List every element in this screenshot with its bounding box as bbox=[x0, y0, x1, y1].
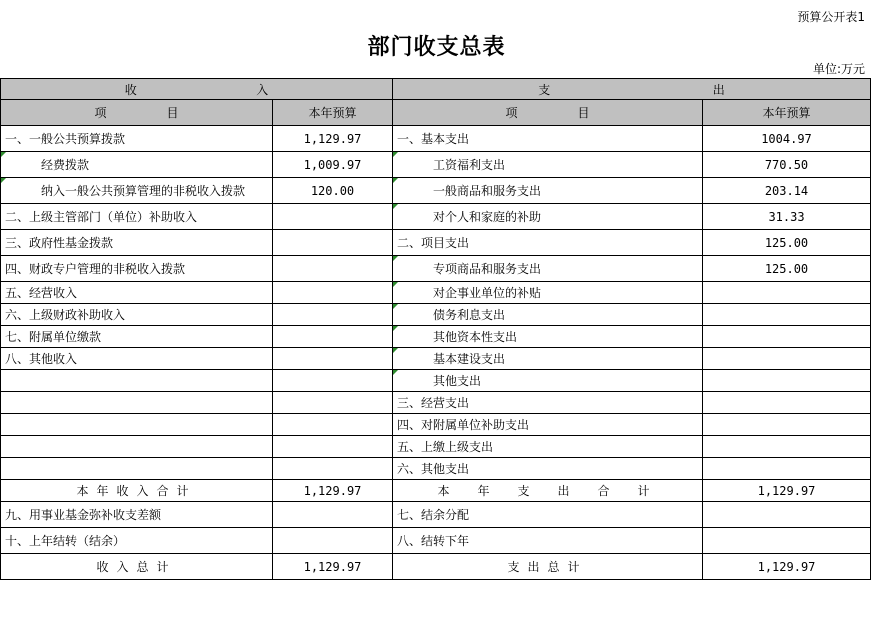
income-value bbox=[273, 304, 393, 326]
grand-total-row bbox=[1, 554, 871, 580]
expense-item: 专项商品和服务支出 bbox=[393, 256, 703, 282]
form-number-label: 预算公开表1 bbox=[797, 10, 865, 24]
income-value: 1,129.97 bbox=[273, 126, 393, 152]
income-item bbox=[1, 414, 273, 436]
expense-value bbox=[703, 414, 871, 436]
income-item bbox=[1, 370, 273, 392]
expense-value bbox=[703, 436, 871, 458]
income-item: 纳入一般公共预算管理的非税收入拨款 bbox=[1, 178, 273, 204]
expense-item: 四、对附属单位补助支出 bbox=[393, 414, 703, 436]
table-row bbox=[1, 282, 871, 304]
expense-value bbox=[703, 458, 871, 480]
budget-table bbox=[0, 78, 871, 580]
income-value bbox=[273, 282, 393, 304]
income-item: 六、上级财政补助收入 bbox=[1, 304, 273, 326]
expense-value bbox=[703, 304, 871, 326]
income-item bbox=[1, 392, 273, 414]
income-item: 七、附属单位缴款 bbox=[1, 326, 273, 348]
income-value bbox=[273, 502, 393, 528]
table-row bbox=[1, 230, 871, 256]
income-section-header bbox=[1, 79, 393, 100]
expense-total-label: 支出总计 bbox=[393, 554, 703, 580]
table-row bbox=[1, 458, 871, 480]
income-item: 九、用事业基金弥补收支差额 bbox=[1, 502, 273, 528]
expense-item: 五、上缴上级支出 bbox=[393, 436, 703, 458]
income-item: 二、上级主管部门（单位）补助收入 bbox=[1, 204, 273, 230]
expense-item: 六、其他支出 bbox=[393, 458, 703, 480]
expense-char-2: 出 bbox=[712, 82, 725, 97]
table-row bbox=[1, 204, 871, 230]
table-row bbox=[1, 256, 871, 282]
income-value bbox=[273, 370, 393, 392]
expense-value: 125.00 bbox=[703, 256, 871, 282]
income-item: 八、其他收入 bbox=[1, 348, 273, 370]
income-item: 十、上年结转（结余） bbox=[1, 528, 273, 554]
income-total-label: 收入总计 bbox=[1, 554, 273, 580]
expense-item: 债务利息支出 bbox=[393, 304, 703, 326]
expense-budget-header: 本年预算 bbox=[703, 100, 871, 126]
expense-value bbox=[703, 502, 871, 528]
section-header-row bbox=[1, 79, 871, 100]
table-row bbox=[1, 502, 871, 528]
income-item: 一、一般公共预算拨款 bbox=[1, 126, 273, 152]
expense-value bbox=[703, 392, 871, 414]
expense-value bbox=[703, 282, 871, 304]
expense-value bbox=[703, 528, 871, 554]
expense-value bbox=[703, 326, 871, 348]
expense-item: 其他支出 bbox=[393, 370, 703, 392]
expense-item: 对企事业单位的补贴 bbox=[393, 282, 703, 304]
expense-item: 基本建设支出 bbox=[393, 348, 703, 370]
expense-subtotal-value: 1,129.97 bbox=[703, 480, 871, 502]
subtotal-row bbox=[1, 480, 871, 502]
unit-label: 单位:万元 bbox=[812, 62, 865, 76]
table-row bbox=[1, 528, 871, 554]
expense-item-header: 项 目 bbox=[393, 100, 703, 126]
table-row bbox=[1, 414, 871, 436]
expense-item: 其他资本性支出 bbox=[393, 326, 703, 348]
expense-item: 三、经营支出 bbox=[393, 392, 703, 414]
expense-total-value: 1,129.97 bbox=[703, 554, 871, 580]
income-value bbox=[273, 326, 393, 348]
expense-section-header bbox=[393, 79, 871, 100]
income-budget-header: 本年预算 bbox=[273, 100, 393, 126]
table-row bbox=[1, 436, 871, 458]
expense-value: 203.14 bbox=[703, 178, 871, 204]
table-row bbox=[1, 326, 871, 348]
table-row bbox=[1, 348, 871, 370]
income-item: 五、经营收入 bbox=[1, 282, 273, 304]
income-subtotal-label: 本年收入合计 bbox=[1, 480, 273, 502]
expense-value: 125.00 bbox=[703, 230, 871, 256]
expense-item: 七、结余分配 bbox=[393, 502, 703, 528]
table-row bbox=[1, 178, 871, 204]
income-char-1: 收 bbox=[124, 82, 137, 97]
expense-item: 工资福利支出 bbox=[393, 152, 703, 178]
expense-subtotal-label: 本 年 支 出 合 计 bbox=[393, 480, 703, 502]
income-value bbox=[273, 348, 393, 370]
expense-value: 31.33 bbox=[703, 204, 871, 230]
expense-value bbox=[703, 348, 871, 370]
table-row bbox=[1, 152, 871, 178]
expense-value bbox=[703, 370, 871, 392]
income-subtotal-value: 1,129.97 bbox=[273, 480, 393, 502]
expense-item: 一、基本支出 bbox=[393, 126, 703, 152]
income-char-2: 入 bbox=[256, 82, 269, 97]
income-value bbox=[273, 230, 393, 256]
income-value: 1,009.97 bbox=[273, 152, 393, 178]
table-row bbox=[1, 392, 871, 414]
income-value: 120.00 bbox=[273, 178, 393, 204]
expense-value: 770.50 bbox=[703, 152, 871, 178]
income-item: 四、财政专户管理的非税收入拨款 bbox=[1, 256, 273, 282]
expense-item: 对个人和家庭的补助 bbox=[393, 204, 703, 230]
page-title: 部门收支总表 bbox=[367, 35, 506, 60]
income-item: 三、政府性基金拨款 bbox=[1, 230, 273, 256]
expense-item: 一般商品和服务支出 bbox=[393, 178, 703, 204]
income-value bbox=[273, 528, 393, 554]
table-row bbox=[1, 304, 871, 326]
income-value bbox=[273, 204, 393, 230]
expense-char-1: 支 bbox=[538, 82, 551, 97]
income-value bbox=[273, 458, 393, 480]
income-item: 经费拨款 bbox=[1, 152, 273, 178]
income-item bbox=[1, 436, 273, 458]
income-value bbox=[273, 392, 393, 414]
column-header-row bbox=[1, 100, 871, 126]
table-row bbox=[1, 370, 871, 392]
income-value bbox=[273, 436, 393, 458]
income-item-header: 项 目 bbox=[1, 100, 273, 126]
expense-item: 二、项目支出 bbox=[393, 230, 703, 256]
income-value bbox=[273, 256, 393, 282]
income-item bbox=[1, 458, 273, 480]
table-row bbox=[1, 126, 871, 152]
expense-value: 1004.97 bbox=[703, 126, 871, 152]
income-value bbox=[273, 414, 393, 436]
expense-item: 八、结转下年 bbox=[393, 528, 703, 554]
income-total-value: 1,129.97 bbox=[273, 554, 393, 580]
